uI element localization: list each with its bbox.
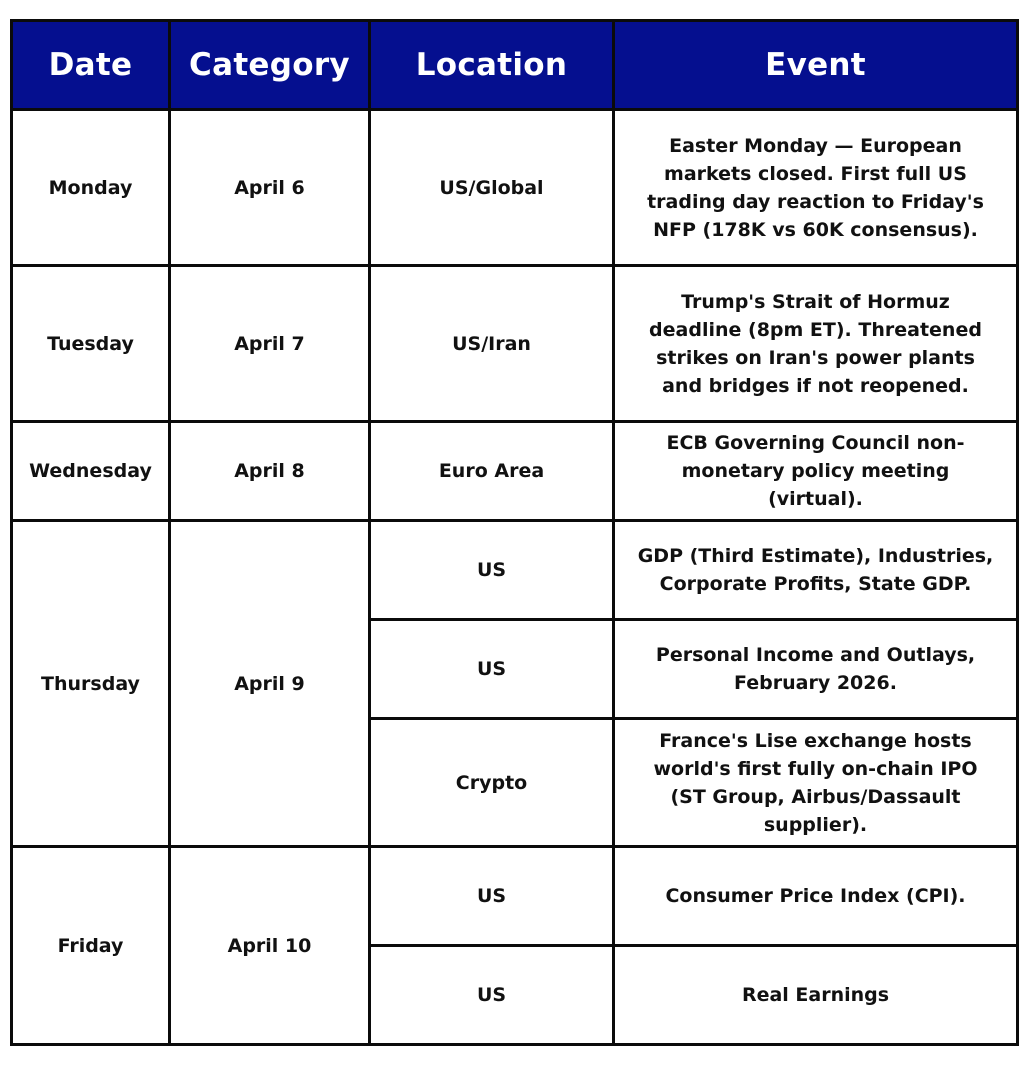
day-cell: Monday (12, 110, 170, 266)
event-cell: Easter Monday — European markets closed. First full US trading day reaction to Friday's NFP (178K vs 60K consensus). (614, 110, 1018, 266)
date-cell: April 8 (170, 422, 370, 521)
location-cell: Crypto (370, 719, 614, 847)
table-row-thursday (12, 521, 1018, 620)
event-cell: France's Lise exchange hosts world's first fully on-chain IPO (ST Group, Airbus/Dassault supplier). (614, 719, 1018, 847)
location-cell: US/Global (370, 110, 614, 266)
table-row-tuesday (12, 266, 1018, 422)
table-row-monday (12, 110, 1018, 266)
event-cell: ECB Governing Council non-monetary policy meeting (virtual). (614, 422, 1018, 521)
table-row-wednesday (12, 422, 1018, 521)
location-cell: US (370, 946, 614, 1045)
column-header-location: Location (370, 21, 614, 110)
column-header-date: Date (12, 21, 170, 110)
date-cell: April 6 (170, 110, 370, 266)
location-cell: Euro Area (370, 422, 614, 521)
location-cell: US (370, 847, 614, 946)
column-header-category: Category (170, 21, 370, 110)
day-cell: Wednesday (12, 422, 170, 521)
location-cell: US (370, 521, 614, 620)
day-cell: Friday (12, 847, 170, 1045)
date-cell: April 7 (170, 266, 370, 422)
event-cell: Trump's Strait of Hormuz deadline (8pm ET). Threatened strikes on Iran's power plants and bridges if not reopened. (614, 266, 1018, 422)
date-cell: April 9 (170, 521, 370, 847)
event-cell: Real Earnings (614, 946, 1018, 1045)
event-cell: Consumer Price Index (CPI). (614, 847, 1018, 946)
location-cell: US (370, 620, 614, 719)
date-cell: April 10 (170, 847, 370, 1045)
economic-calendar-table (10, 19, 1019, 1046)
table-header-row (12, 21, 1018, 110)
day-cell: Thursday (12, 521, 170, 847)
event-cell: GDP (Third Estimate), Industries, Corporate Profits, State GDP. (614, 521, 1018, 620)
calendar-container (10, 19, 1016, 1046)
column-header-event: Event (614, 21, 1018, 110)
day-cell: Tuesday (12, 266, 170, 422)
table-row-friday (12, 847, 1018, 946)
event-cell: Personal Income and Outlays, February 2026. (614, 620, 1018, 719)
location-cell: US/Iran (370, 266, 614, 422)
